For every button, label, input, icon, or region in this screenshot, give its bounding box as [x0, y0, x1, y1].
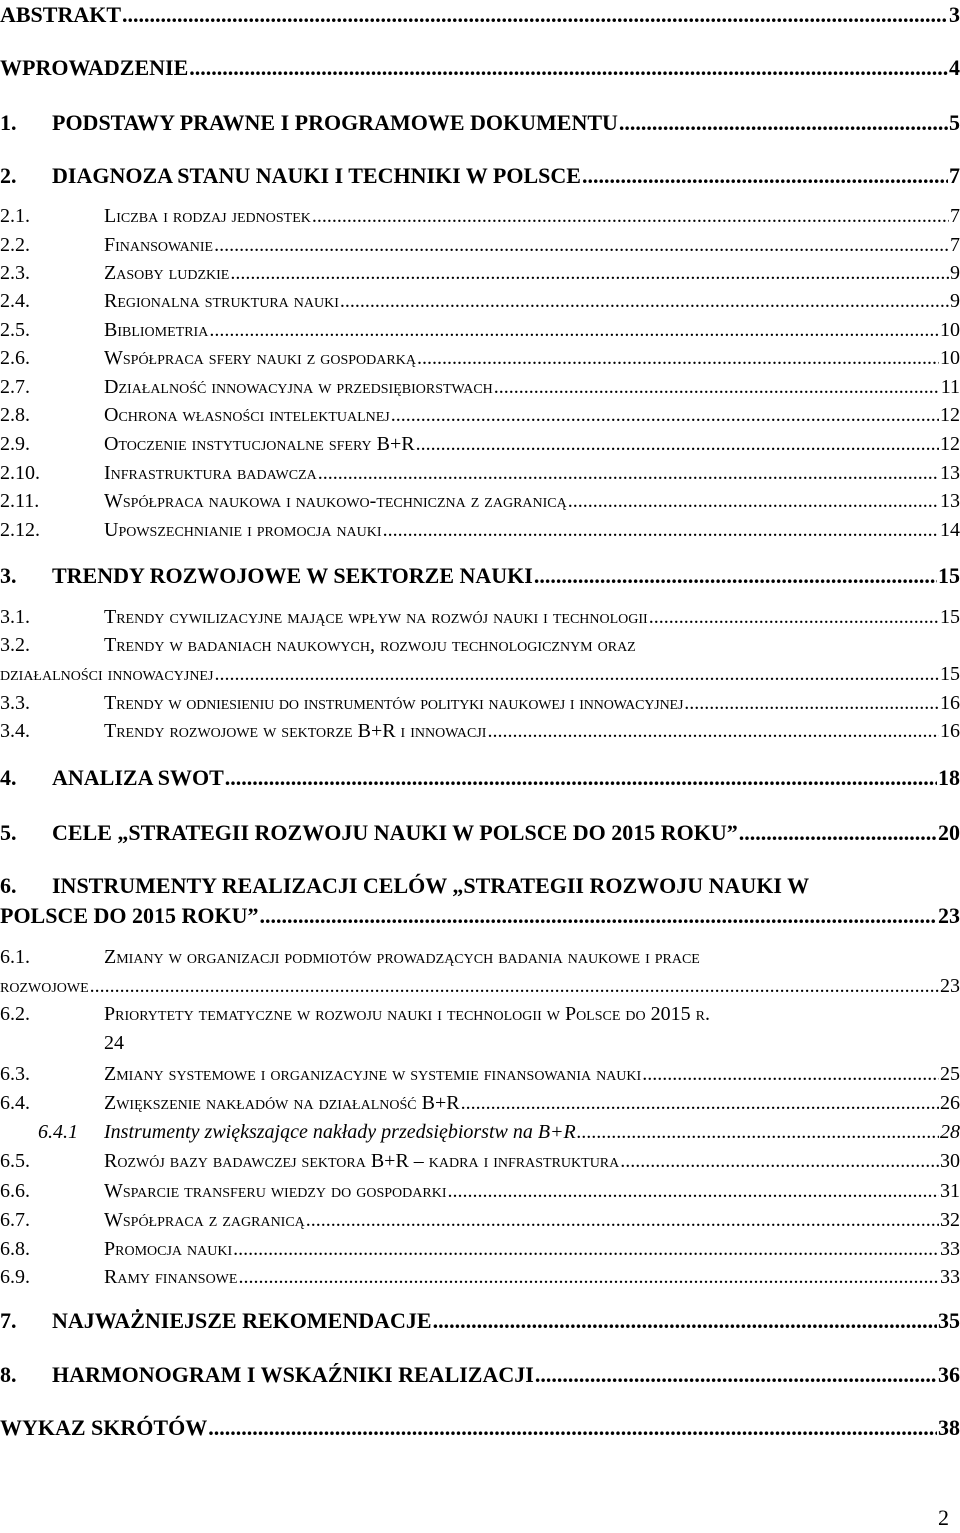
toc-entry[interactable] [0, 634, 960, 657]
toc-entry-title: Upowszechnianie i promocja nauki [104, 519, 382, 541]
toc-entry-page: 33 [940, 1266, 960, 1288]
toc-entry-page: 16 [940, 720, 960, 742]
toc-entry-leader [189, 55, 948, 81]
toc-entry[interactable] [0, 1209, 960, 1232]
toc-entry-page: 12 [940, 433, 960, 455]
toc-entry-title: Infrastruktura badawcza [104, 462, 317, 484]
toc-entry-page: 20 [938, 820, 960, 845]
page-number: 2 [938, 1505, 949, 1530]
toc-entry-number: 6.1. [0, 946, 30, 968]
toc-entry-number: 2.11. [0, 490, 40, 512]
toc-entry-leader [739, 820, 937, 846]
toc-entry-page: 31 [940, 1180, 960, 1202]
toc-entry-page: 25 [940, 1063, 960, 1085]
toc-entry-title: rozwojowe [0, 975, 89, 997]
toc-entry-title: Współpraca z zagranicą [104, 1209, 305, 1231]
toc-entry-title: Współpraca sfery nauki z gospodarką [104, 347, 416, 369]
toc-entry-leader [391, 404, 939, 427]
toc-entry-number: 3. [0, 563, 17, 588]
toc-entry[interactable] [0, 720, 960, 743]
toc-entry-title: Finansowanie [104, 234, 214, 256]
toc-entry-title: 24 [104, 1032, 124, 1054]
toc-entry-leader [534, 563, 937, 589]
toc-entry[interactable] [0, 1180, 960, 1203]
toc-entry-leader [416, 433, 939, 456]
toc-entry[interactable] [0, 1063, 960, 1086]
toc-entry-page: 15 [940, 606, 960, 628]
toc-entry[interactable] [0, 946, 960, 969]
toc-entry-number: 7. [0, 1308, 17, 1333]
toc-entry-number: 3.4. [0, 720, 30, 742]
toc-entry-leader [433, 1308, 937, 1334]
toc-entry-number: 8. [0, 1362, 17, 1387]
toc-entry[interactable] [0, 975, 960, 998]
toc-entry-leader [568, 490, 939, 513]
toc-entry-title: POLSCE DO 2015 ROKU” [0, 903, 259, 928]
toc-entry[interactable] [0, 903, 960, 929]
toc-entry-leader [487, 720, 939, 743]
toc-entry-number: 2. [0, 163, 17, 188]
toc-entry-title: Zwiększenie nakładów na działalność B+R [104, 1092, 460, 1114]
toc-entry[interactable] [0, 433, 960, 456]
toc-entry-number: 2.3. [0, 262, 30, 284]
toc-entry[interactable] [0, 2, 960, 28]
toc-entry-leader [318, 462, 939, 485]
toc-entry-leader [448, 1180, 939, 1203]
toc-entry-number: 2.6. [0, 347, 30, 369]
toc-entry-number: 3.2. [0, 634, 30, 656]
toc-entry-page: 7 [950, 205, 960, 227]
toc-entry-page: 12 [940, 404, 960, 426]
toc-entry-title: Instrumenty zwiększające nakłady przedsiębiorstw na B+R [104, 1121, 576, 1143]
toc-entry-leader [383, 519, 939, 542]
toc-entry-title: TRENDY ROZWOJOWE W SEKTORZE NAUKI [52, 563, 533, 588]
toc-entry-title: działalności innowacyjnej [0, 663, 214, 685]
toc-entry-title: Rozwój bazy badawczej sektora B+R – kadra i infrastruktura [104, 1150, 620, 1172]
toc-entry-page: 26 [940, 1092, 960, 1114]
toc-entry-page: 4 [949, 55, 960, 80]
toc-entry[interactable] [0, 1362, 960, 1388]
toc-entry[interactable] [0, 1150, 960, 1173]
toc-entry-number: 6.7. [0, 1209, 30, 1231]
toc-entry-title: Ochrona własności intelektualnej [104, 404, 390, 426]
toc-entry[interactable] [0, 404, 960, 427]
toc-entry-page: 13 [940, 462, 960, 484]
toc-entry-title: Zasoby ludzkie [104, 262, 230, 284]
toc-entry-title: Trendy rozwojowe w sektorze B+R i innowacji [104, 720, 487, 742]
toc-entry-title: Otoczenie instytucjonalne sfery B+R [104, 433, 415, 455]
toc-entry-title: Bibliometria [104, 319, 209, 341]
toc-entry-leader [90, 975, 939, 998]
toc-entry-page: 13 [940, 490, 960, 512]
toc-entry-leader [642, 1063, 939, 1086]
toc-entry-title: Trendy cywilizacyjne mające wpływ na rozwój nauki i technologii [104, 606, 648, 628]
toc-entry-number: 6.4.1 [38, 1121, 78, 1143]
toc-entry-leader [494, 376, 940, 399]
toc-entry-leader [225, 765, 937, 791]
toc-entry-page: 9 [950, 262, 960, 284]
toc-entry-number: 6.3. [0, 1063, 30, 1085]
toc-entry[interactable] [104, 1032, 960, 1055]
toc-entry-title: Zmiany w organizacji podmiotów prowadzących badania naukowe i prace [104, 946, 700, 968]
toc-entry-page: 15 [940, 663, 960, 685]
toc-entry[interactable] [0, 765, 960, 791]
toc-entry-title: Trendy w badaniach naukowych, rozwoju technologicznym oraz [104, 634, 636, 656]
toc-entry-number: 2.4. [0, 290, 30, 312]
toc-entry[interactable] [38, 1121, 960, 1144]
toc-entry-leader [461, 1092, 939, 1115]
toc-entry-page: 32 [940, 1209, 960, 1231]
toc-entry-title: ANALIZA SWOT [52, 765, 224, 790]
toc-entry-number: 2.1. [0, 205, 30, 227]
toc-entry-title: PODSTAWY PRAWNE I PROGRAMOWE DOKUMENTU [52, 110, 618, 135]
toc-entry-leader [122, 2, 948, 28]
toc-entry-title: Priorytety tematyczne w rozwoju nauki i technologii w Polsce do 2015 r. [104, 1003, 710, 1025]
toc-entry-number: 4. [0, 765, 17, 790]
toc-entry[interactable] [0, 663, 960, 686]
toc-entry[interactable] [0, 319, 960, 342]
toc-entry-number: 6.4. [0, 1092, 30, 1114]
toc-entry-leader [577, 1121, 939, 1144]
toc-entry-number: 6. [0, 873, 17, 898]
toc-entry-leader [208, 1415, 937, 1441]
toc-entry-leader [340, 290, 949, 313]
toc-entry-leader [312, 205, 949, 228]
toc-entry-number: 5. [0, 820, 17, 845]
toc-entry-number: 2.12. [0, 519, 40, 541]
toc-entry-title: Regionalna struktura nauki [104, 290, 339, 312]
toc-entry-leader [620, 1150, 939, 1173]
toc-entry-page: 5 [949, 110, 960, 135]
toc-entry-page: 15 [938, 563, 960, 588]
toc-entry[interactable] [0, 1238, 960, 1261]
toc-entry[interactable] [0, 820, 960, 846]
toc-entry-title: INSTRUMENTY REALIZACJI CELÓW „STRATEGII ROZWOJU NAUKI W [52, 873, 810, 898]
toc-entry-leader [582, 163, 948, 189]
toc-entry-number: 2.5. [0, 319, 30, 341]
toc-entry[interactable] [0, 519, 960, 542]
toc-entry-page: 3 [949, 2, 960, 27]
toc-entry[interactable] [0, 873, 960, 899]
toc-entry[interactable] [0, 1003, 960, 1026]
toc-entry-title: HARMONOGRAM I WSKAŹNIKI REALIZACJI [52, 1362, 534, 1387]
toc-entry[interactable] [0, 205, 960, 228]
toc-entry[interactable] [0, 490, 960, 513]
toc-entry[interactable] [0, 1308, 960, 1334]
toc-entry-title: Współpraca naukowa i naukowo-techniczna z zagranicą [104, 490, 567, 512]
toc-entry-leader [214, 663, 939, 686]
toc-entry-title: WPROWADZENIE [0, 55, 189, 80]
toc-entry-leader [535, 1362, 937, 1388]
toc-entry-number: 6.9. [0, 1266, 30, 1288]
toc-entry-page: 9 [950, 290, 960, 312]
toc-entry[interactable] [0, 376, 960, 399]
toc-entry[interactable] [0, 347, 960, 370]
toc-entry-number: 6.6. [0, 1180, 30, 1202]
toc-entry[interactable] [0, 1415, 960, 1441]
toc-entry-page: 7 [950, 234, 960, 256]
toc-entry-number: 3.3. [0, 692, 30, 714]
toc-entry-title: CELE „STRATEGII ROZWOJU NAUKI W POLSCE DO 2015 ROKU” [52, 820, 738, 845]
toc-entry-page: 18 [938, 765, 960, 790]
toc-entry-number: 6.2. [0, 1003, 30, 1025]
toc-entry-page: 38 [938, 1415, 960, 1440]
toc-entry-title: Ramy finansowe [104, 1266, 238, 1288]
toc-entry-page: 11 [940, 376, 960, 398]
toc-entry[interactable] [0, 462, 960, 485]
toc-entry-number: 2.9. [0, 433, 30, 455]
toc-entry-leader [619, 110, 948, 136]
toc-entry[interactable] [0, 262, 960, 285]
toc-entry[interactable] [0, 110, 960, 136]
toc-entry-page: 10 [940, 319, 960, 341]
toc-entry[interactable] [0, 606, 960, 629]
toc-entry-number: 2.2. [0, 234, 30, 256]
toc-entry-number: 3.1. [0, 606, 30, 628]
toc-entry-page: 28 [940, 1121, 960, 1143]
toc-entry-number: 2.10. [0, 462, 40, 484]
toc-entry-page: 7 [949, 163, 960, 188]
toc-entry-title: Trendy w odniesieniu do instrumentów polityki naukowej i innowacyjnej [104, 692, 684, 714]
toc-entry[interactable] [0, 692, 960, 715]
toc-entry-page: 35 [938, 1308, 960, 1333]
toc-entry-number: 2.8. [0, 404, 30, 426]
toc-entry-number: 6.8. [0, 1238, 30, 1260]
toc-entry[interactable] [0, 55, 960, 81]
toc-entry-title: Działalność innowacyjna w przedsiębiorstwach [104, 376, 493, 398]
toc-entry-leader [233, 1238, 939, 1261]
toc-entry-leader [209, 319, 939, 342]
toc-entry-leader [238, 1266, 939, 1289]
toc-entry-leader [306, 1209, 939, 1232]
toc-entry-title: Wsparcie transferu wiedzy do gospodarki [104, 1180, 447, 1202]
toc-entry-page: 10 [940, 347, 960, 369]
toc-entry-page: 14 [940, 519, 960, 541]
toc-entry-page: 36 [938, 1362, 960, 1387]
toc-entry-title: Zmiany systemowe i organizacyjne w systemie finansowania nauki [104, 1063, 642, 1085]
toc-entry-page: 23 [938, 903, 960, 928]
toc-entry-leader [230, 262, 949, 285]
toc-entry-title: ABSTRAKT [0, 2, 122, 27]
toc-entry-page: 16 [940, 692, 960, 714]
toc-entry-leader [684, 692, 939, 715]
toc-entry[interactable] [0, 1092, 960, 1115]
toc-entry[interactable] [0, 163, 960, 189]
toc-entry-title: NAJWAŻNIEJSZE REKOMENDACJE [52, 1308, 432, 1333]
toc-entry-leader [649, 606, 939, 629]
toc-entry-page: 30 [940, 1150, 960, 1172]
toc-entry-leader [260, 903, 937, 929]
toc-entry-number: 2.7. [0, 376, 30, 398]
toc-entry[interactable] [0, 234, 960, 257]
toc-entry-leader [417, 347, 939, 370]
toc-entry-title: Liczba i rodzaj jednostek [104, 205, 311, 227]
toc-entry-page: 23 [940, 975, 960, 997]
toc-entry-title: WYKAZ SKRÓTÓW [0, 1415, 208, 1440]
toc-entry[interactable] [0, 1266, 960, 1289]
toc-entry-leader [214, 234, 949, 257]
toc-entry[interactable] [0, 563, 960, 589]
toc-entry-page: 33 [940, 1238, 960, 1260]
toc-entry-number: 1. [0, 110, 17, 135]
toc-entry-number: 6.5. [0, 1150, 30, 1172]
toc-entry[interactable] [0, 290, 960, 313]
toc-entry-title: DIAGNOZA STANU NAUKI I TECHNIKI W POLSCE [52, 163, 581, 188]
toc-entry-title: Promocja nauki [104, 1238, 233, 1260]
